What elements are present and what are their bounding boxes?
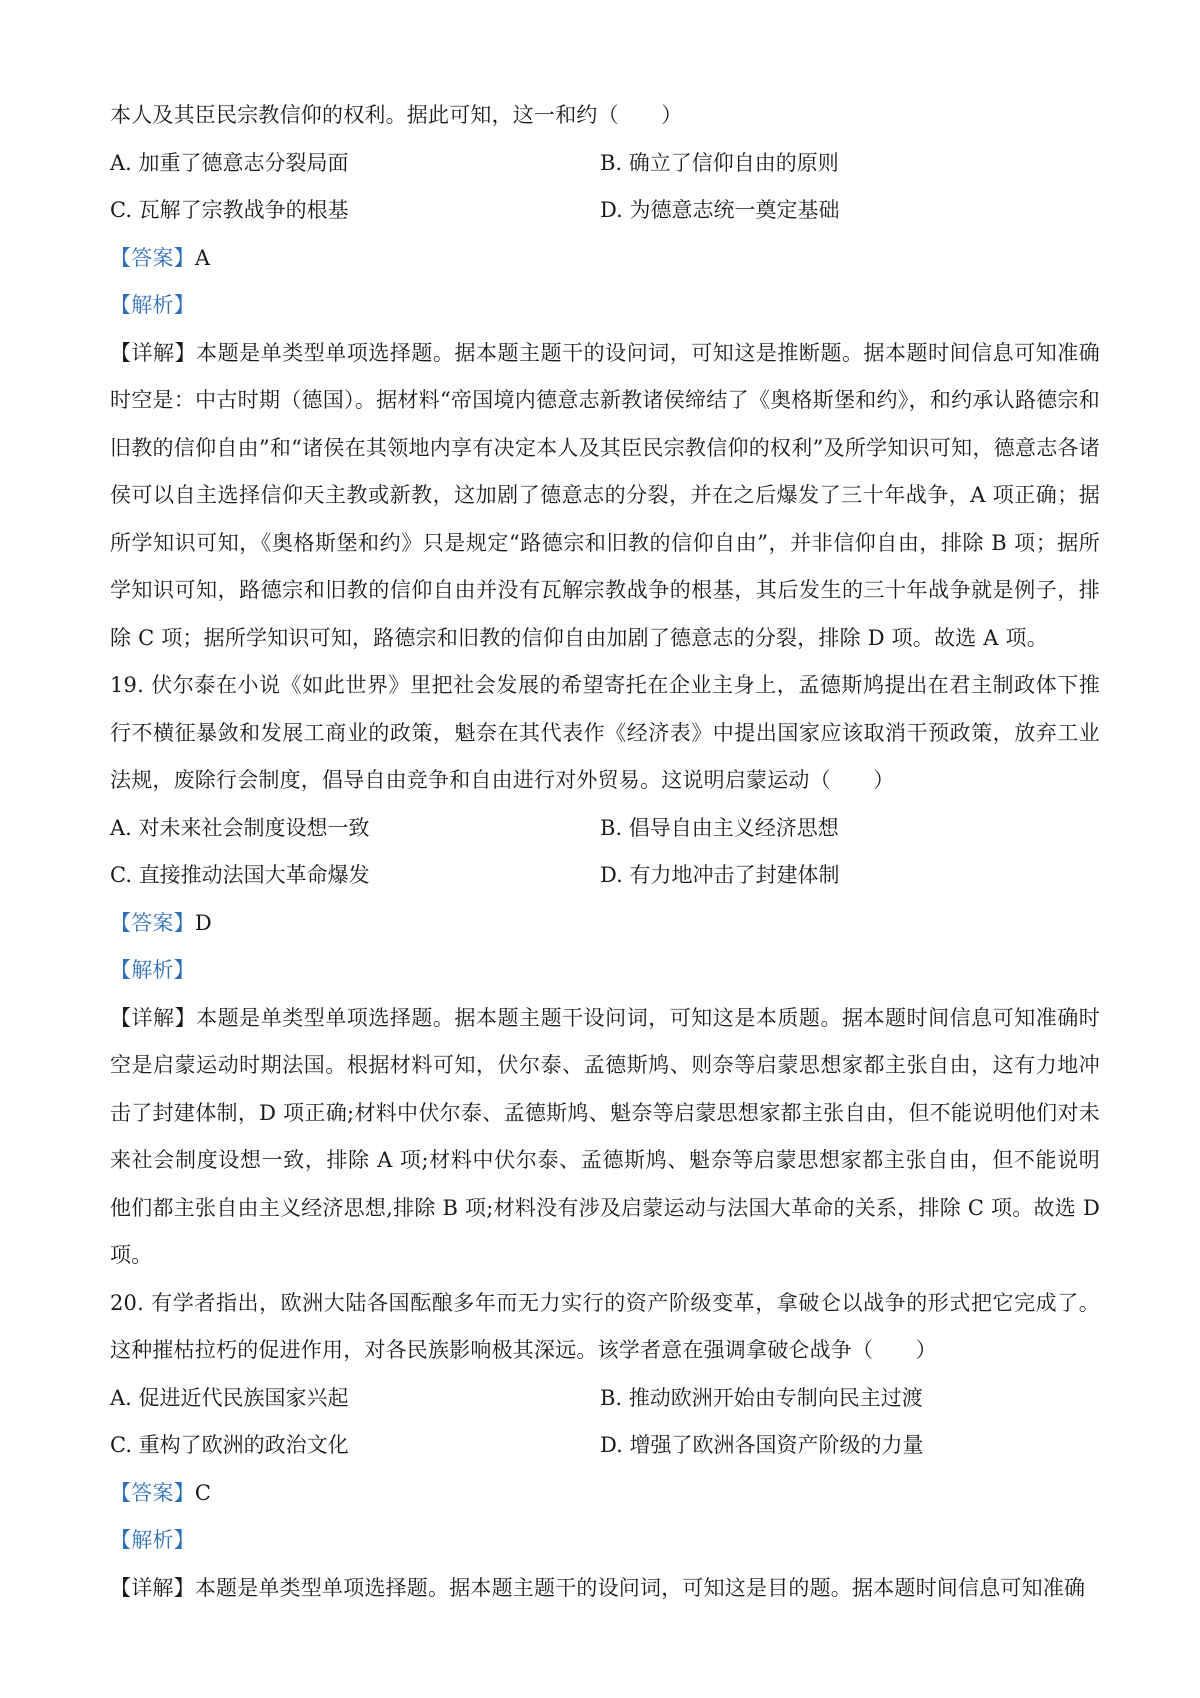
detail-text: 本题是单类型单项选择题。据本题主题干的设问词，可知这是推断题。据本题时间信息可知准确时空是：中古时期（德国）。据材料“帝国境内德意志新教诸侯缔结了《奥格斯堡和约》，和约承认路德宗和旧教的信仰自由”和“诸侯在其领地内享有决定本人及其臣民宗教信仰的权利”及所学知识可知，德意志各诸侯可以自主选择信仰天主教或新教，这加剧了德意志的分裂，并在之后爆发了三十年战争，A 项正确；据所学知识可知，《奥格斯堡和约》只是规定“路德宗和旧教的信仰自由”，并非信仰自由，排除 B 项；据所学知识可知，路德宗和旧教的信仰自由并没有瓦解宗教战争的根基，其后发生的三十年战争就是例子，排除 C 项；据所学知识可知，路德宗和旧教的信仰自由加剧了德意志的分裂，排除 D 项。故选 A 项。 <box>110 340 1100 650</box>
q20-option-c: C. 重构了欧洲的政治文化 <box>110 1433 349 1457</box>
answer-label: 【答案】 <box>110 910 195 935</box>
q20-option-a: A. 促进近代民族国家兴起 <box>110 1385 349 1410</box>
q18-detail <box>110 330 1100 663</box>
q20-stem: 20. 有学者指出，欧洲大陆各国酝酿多年而无力实行的资产阶级变革，拿破仑以战争的形式把它完成了。这种摧枯拉朽的促进作用，对各民族影响极其深远。该学者意在强调拿破仑战争（ ） <box>110 1290 1100 1362</box>
q19-stem: 19. 伏尔泰在小说《如此世界》里把社会发展的希望寄托在企业主身上，孟德斯鸠提出在君主制政体下推行不横征暴敛和发展工商业的政策，魁奈在其代表作《经济表》中提出国家应该取消干预政策，放弃工业法规，废除行会制度，倡导自由竞争和自由进行对外贸易。这说明启蒙运动（ ） <box>110 673 1100 792</box>
q19-answer <box>110 900 1100 948</box>
q18-option-a: A. 加重了德意志分裂局面 <box>110 150 349 175</box>
answer-value: C <box>194 1480 212 1505</box>
answer-label: 【答案】 <box>110 245 195 270</box>
q19-option-b: B. 倡导自由主义经济思想 <box>600 815 839 840</box>
q18-analysis <box>110 282 1100 330</box>
q18-option-c: C. 瓦解了宗教战争的根基 <box>110 198 349 222</box>
q20-option-b: B. 推动欧洲开始由专制向民主过渡 <box>600 1385 923 1410</box>
q19-options-row-1 <box>110 805 1100 853</box>
detail-label: 【详解】 <box>110 1575 195 1600</box>
q18-answer <box>110 235 1100 283</box>
detail-label: 【详解】 <box>110 1005 197 1030</box>
answer-value: A <box>194 245 211 270</box>
q18-stem-tail: 本人及其臣民宗教信仰的权利。据此可知，这一和约（ ） <box>110 103 683 127</box>
detail-text: 本题是单类型单项选择题。据本题主题干设问词，可知这是本质题。据本题时间信息可知准确时空是启蒙运动时期法国。根据材料可知，伏尔泰、孟德斯鸠、则奈等启蒙思想家都主张自由，这有力地冲击了封建体制，D 项正确;材料中伏尔泰、孟德斯鸠、魁奈等启蒙思想家都主张自由，但不能说明他们对未来社会制度设想一致，排除 A 项;材料中伏尔泰、孟德斯鸠、魁奈等启蒙思想家都主张自由，但不能说明他们都主张自由主义经济思想,排除 B 项;材料没有涉及启蒙运动与法国大革命的关系，排除 C 项。故选 D 项。 <box>110 1005 1100 1267</box>
answer-value: D <box>194 910 212 935</box>
q20-answer <box>110 1470 1100 1518</box>
detail-label: 【详解】 <box>110 340 197 365</box>
q19-analysis <box>110 947 1100 995</box>
q18-option-d: D. 为德意志统一奠定基础 <box>600 198 840 222</box>
document-content <box>110 92 1100 1612</box>
q19-option-c: C. 直接推动法国大革命爆发 <box>110 863 370 887</box>
q20-analysis <box>110 1517 1100 1565</box>
answer-label: 【答案】 <box>110 1480 195 1505</box>
q19-option-d: D. 有力地冲击了封建体制 <box>600 863 840 887</box>
q19-options-row-2 <box>110 852 1100 900</box>
analysis-label: 【解析】 <box>110 1528 195 1552</box>
q19-option-a: A. 对未来社会制度设想一致 <box>110 815 370 840</box>
q20-detail <box>110 1565 1100 1613</box>
q18-options-row-1 <box>110 140 1100 188</box>
q19-detail <box>110 995 1100 1280</box>
q18-option-b: B. 确立了信仰自由的原则 <box>600 150 839 175</box>
q20-option-d: D. 增强了欧洲各国资产阶级的力量 <box>600 1433 924 1457</box>
detail-text: 本题是单类型单项选择题。据本题主题干的设问词，可知这是目的题。据本题时间信息可知准确 <box>194 1575 1086 1600</box>
q20-options-row-2 <box>110 1422 1100 1470</box>
analysis-label: 【解析】 <box>110 958 195 982</box>
analysis-label: 【解析】 <box>110 293 195 317</box>
q18-options-row-2 <box>110 187 1100 235</box>
q20-options-row-1 <box>110 1375 1100 1423</box>
